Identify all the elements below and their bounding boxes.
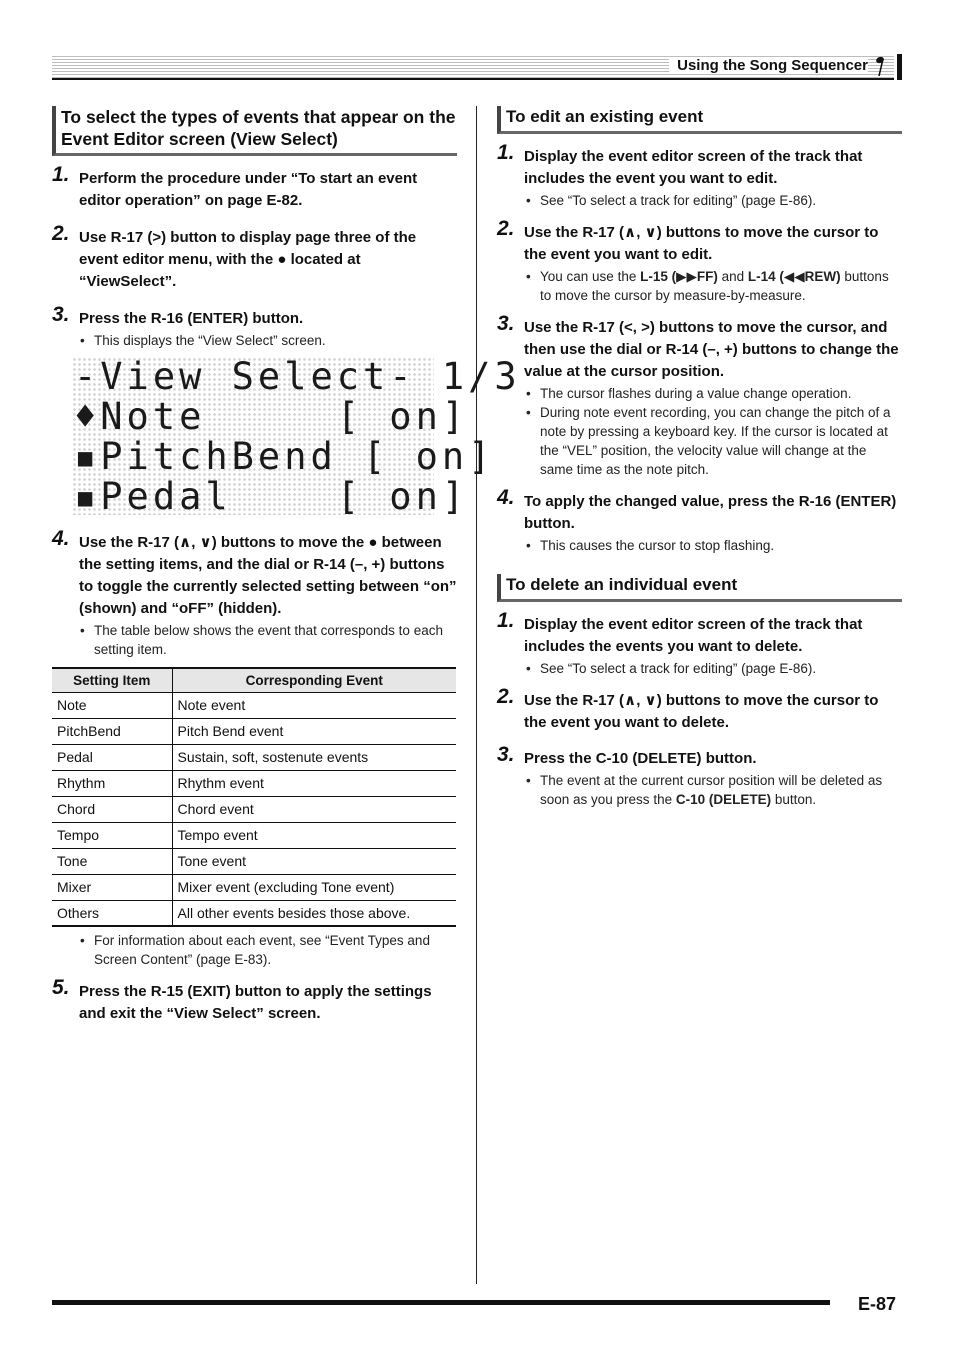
step-text-pre: Use the R-17 (	[524, 692, 625, 709]
header-title: Using the Song Sequencer	[669, 57, 868, 74]
bullet-text: The event at the current cursor position will be deleted as soon as you press the	[540, 773, 883, 807]
delete-step-2	[497, 685, 902, 734]
delete-step-3-bullet	[497, 771, 902, 809]
step-text: Display the event editor screen of the track that includes the event you want to edit.	[524, 148, 863, 187]
table-row	[52, 900, 456, 926]
table-cell: Mixer event (excluding Tone event)	[172, 874, 456, 900]
table-cell: PitchBend	[52, 718, 172, 744]
table-row	[52, 874, 456, 900]
step-number: 1.	[52, 163, 70, 186]
section-title-edit-event: To edit an existing event	[497, 106, 902, 134]
table-row	[52, 770, 456, 796]
step-5	[52, 976, 457, 1025]
delete-step-1-bullet: • See “To select a track for editing” (page E-86).	[497, 659, 902, 678]
edit-step-4	[497, 486, 902, 535]
edit-step-3-bullet: • The cursor flashes during a value change operation.	[497, 384, 902, 403]
step-text-pre: Use the R-17 (	[524, 224, 625, 241]
step-number: 2.	[52, 222, 70, 245]
ff-button-ref: L-15 (▶▶FF)	[640, 269, 718, 284]
table-header-row	[52, 668, 456, 692]
step-number: 5.	[52, 976, 70, 999]
right-arrow-icon: >	[152, 229, 162, 246]
section-title-delete-event: To delete an individual event	[497, 574, 902, 602]
table-row	[52, 822, 456, 848]
step-number: 4.	[497, 486, 515, 509]
lcd-row: ▪PitchBend [ on]	[74, 435, 495, 478]
step-text: Perform the procedure under “To start an event editor operation” on page E-82.	[79, 170, 418, 209]
lcd-row: ▪Pedal [ on]	[74, 475, 469, 518]
table-cell: Tempo	[52, 822, 172, 848]
step-number: 3.	[497, 312, 515, 335]
step-number: 1.	[497, 609, 515, 632]
step-number: 2.	[497, 685, 515, 708]
step-text-post: ) button to display page three of the event editor menu, with the ● located at “ViewSelect”.	[79, 229, 417, 290]
table-cell: Tempo event	[172, 822, 456, 848]
table-cell: Rhythm event	[172, 770, 456, 796]
event-table	[52, 667, 456, 927]
bullet-text: buttons to move the cursor by measure-by-measure.	[540, 269, 889, 303]
up-down-arrow-icon: ∧, ∨	[179, 534, 212, 551]
footer-rule	[52, 1300, 830, 1305]
table-header-corresponding-event: Corresponding Event	[172, 668, 456, 692]
table-row	[52, 744, 456, 770]
step-text-pre: Use the R-17 (	[79, 534, 180, 551]
step-text: Display the event editor screen of the track that includes the events you want to delete.	[524, 616, 863, 655]
step-3-bullet: • This displays the “View Select” screen.	[52, 331, 457, 350]
table-cell: Note	[52, 692, 172, 718]
left-column	[52, 106, 521, 1025]
table-cell: Pitch Bend event	[172, 718, 456, 744]
running-header	[52, 54, 902, 80]
delete-step-3	[497, 743, 902, 770]
bullet-text: and	[717, 269, 748, 284]
table-cell: Tone	[52, 848, 172, 874]
edit-step-1	[497, 141, 902, 190]
step-text-post: ) buttons to move the ● between the setting items, and the dial or R-14 (–, +) buttons to toggle the currently selected setting between “on” (shown) and “oFF” (hidden).	[79, 534, 457, 617]
step-3	[52, 303, 457, 330]
up-down-arrow-icon: ∧, ∨	[624, 224, 657, 241]
music-note-icon	[874, 55, 888, 77]
header-end-bar	[897, 54, 902, 80]
edit-step-3-bullet: • During note event recording, you can change the pitch of a note by pressing a keyboard key. If the cursor is located at the “VEL” position, the velocity value will change at the same time as the note pitch.	[497, 403, 902, 479]
table-row	[52, 718, 456, 744]
edit-step-2-bullet	[497, 267, 902, 305]
table-cell: Others	[52, 900, 172, 926]
edit-step-2	[497, 217, 902, 266]
edit-step-4-bullet: • This causes the cursor to stop flashing.	[497, 536, 902, 555]
table-cell: Chord event	[172, 796, 456, 822]
step-text-pre: Use R-17 (	[79, 229, 153, 246]
table-cell: Rhythm	[52, 770, 172, 796]
step-4-bullet: • The table below shows the event that corresponds to each setting item.	[52, 621, 457, 659]
step-text: Press the C-10 (DELETE) button.	[524, 750, 757, 767]
step-number: 3.	[497, 743, 515, 766]
table-cell: All other events besides those above.	[172, 900, 456, 926]
table-cell: Tone event	[172, 848, 456, 874]
table-row	[52, 692, 456, 718]
table-cell: Chord	[52, 796, 172, 822]
table-row	[52, 848, 456, 874]
bullet-text: You can use the	[540, 269, 641, 284]
right-column	[497, 106, 902, 809]
table-row	[52, 796, 456, 822]
step-1	[52, 163, 457, 212]
step-text-post: ) buttons to move the cursor to the event you want to delete.	[524, 692, 879, 731]
table-cell: Sustain, soft, sostenute events	[172, 744, 456, 770]
edit-step-3	[497, 312, 902, 383]
lcd-view-select-screen	[72, 355, 521, 518]
step-text-pre: Use the R-17 (	[524, 319, 625, 336]
step-text-post: ) buttons to move the cursor to the event you want to edit.	[524, 224, 879, 263]
table-cell: Note event	[172, 692, 456, 718]
step-number: 2.	[497, 217, 515, 240]
delete-button-ref: C-10 (DELETE)	[675, 792, 772, 807]
table-note-bullet: • For information about each event, see “Event Types and Screen Content” (page E-83).	[52, 931, 457, 969]
step-number: 3.	[52, 303, 70, 326]
step-number: 1.	[497, 141, 515, 164]
step-4	[52, 527, 457, 620]
up-down-arrow-icon: ∧, ∨	[624, 692, 657, 709]
delete-step-1	[497, 609, 902, 658]
table-cell: Pedal	[52, 744, 172, 770]
section-title-view-select: To select the types of events that appear on the Event Editor screen (View Select)	[52, 106, 457, 156]
step-text-post: ) buttons to move the cursor, and then use the dial or R-14 (–, +) buttons to change the value at the cursor position.	[524, 319, 899, 380]
edit-step-1-bullet: • See “To select a track for editing” (page E-86).	[497, 191, 902, 210]
step-text: Press the R-16 (ENTER) button.	[79, 310, 304, 327]
step-text: To apply the changed value, press the R-16 (ENTER) button.	[524, 493, 897, 532]
table-header-setting-item: Setting Item	[52, 668, 172, 692]
column-divider	[476, 106, 477, 1284]
step-number: 4.	[52, 527, 70, 550]
left-right-arrow-icon: <, >	[624, 319, 650, 336]
step-text: Press the R-15 (EXIT) button to apply the settings and exit the “View Select” screen.	[79, 983, 432, 1022]
lcd-row: -View Select- 1/3	[74, 355, 521, 398]
step-2	[52, 222, 457, 293]
bullet-text: button.	[771, 792, 817, 807]
rew-button-ref: L-14 (◀◀REW)	[747, 269, 841, 284]
table-cell: Mixer	[52, 874, 172, 900]
page-number: E-87	[858, 1294, 897, 1314]
lcd-row: ♦Note [ on]	[74, 395, 469, 438]
